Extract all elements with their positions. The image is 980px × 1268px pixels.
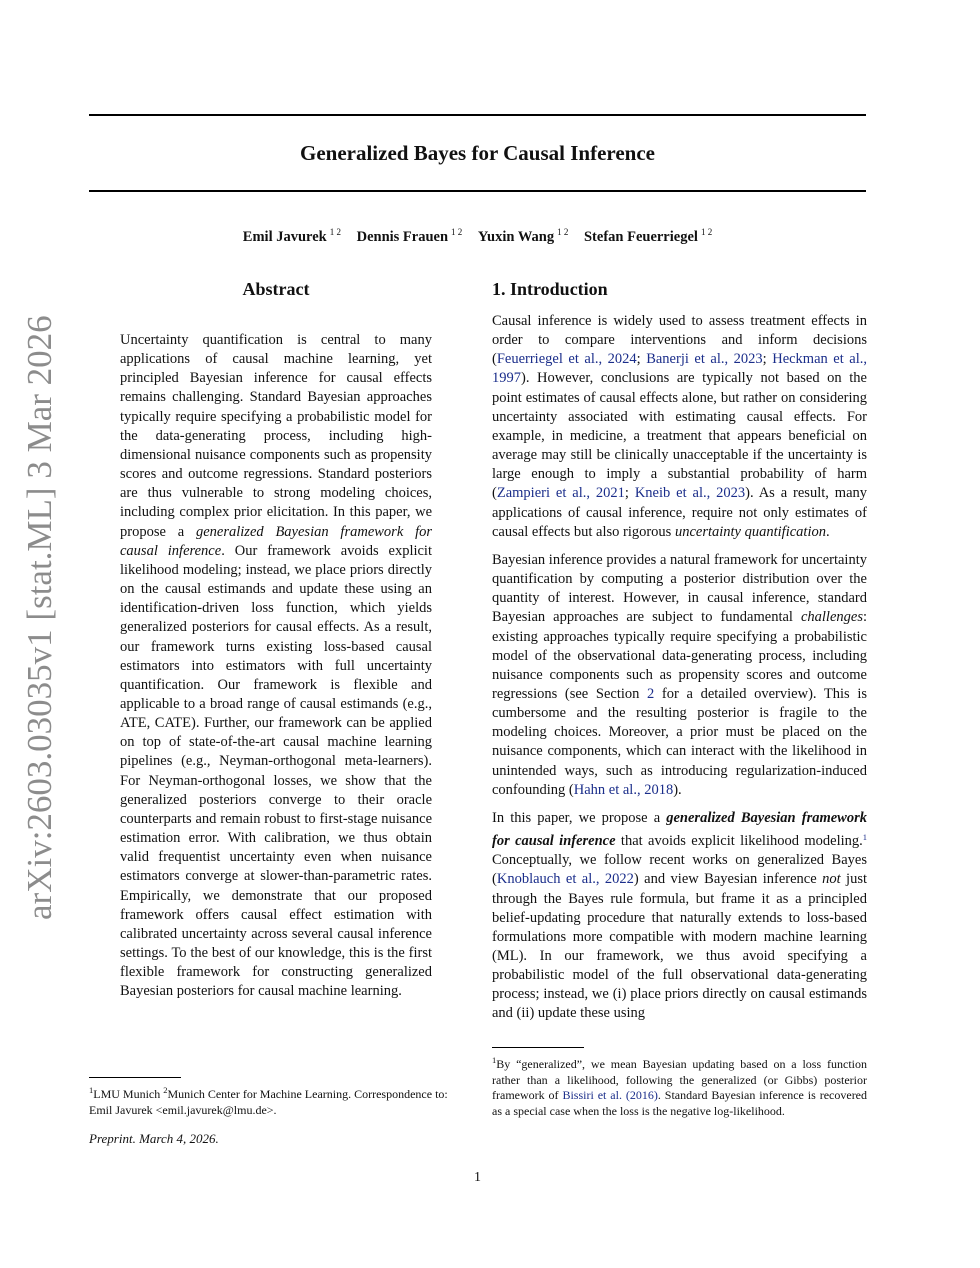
- footnote-rule-right: [492, 1047, 584, 1048]
- citation-link[interactable]: Hahn et al., 2018: [573, 781, 674, 798]
- author: Dennis Frauen $^{1 2}$: [356, 227, 463, 245]
- footnote-1: $^1$By “generalized”, we mean Bayesian updating based on a loss function rather than a likelihood, following the generalized (or Gibbs) posterior framework of Bissiri et al. (2016). Standard Bayesian inference is recovered as a special case when the loss is the negative log-likelihood.: [492, 1055, 868, 1118]
- title-bottom-rule: [89, 190, 866, 192]
- citation-link[interactable]: Feuerriegel et al., 2024: [496, 351, 637, 368]
- intro-paragraph-2: Bayesian inference provides a natural framework for uncertainty quantification by computing a posterior distribution over the quantity of interest. However, in causal inference, standard Bayesian approaches are subject to fundamental challenges: existing approaches typically require specifying a probabilistic model of the observational data-generating process, including nuisance components such as propensity scores and outcome regressions (see Section 2 for a detailed overview). This is cumbersome and the resulting posterior is fragile to the modeling choices. Moreover, a prior must be placed on the nuisance components, which can interact with the likelihood in unintended ways, such as introducing regularization-induced confounding (Hahn et al., 2018).: [492, 551, 868, 798]
- citation-link[interactable]: Bissiri et al. (2016): [562, 1088, 658, 1102]
- section-reference-link[interactable]: 2: [647, 685, 655, 702]
- citation-link[interactable]: Heckman et al., 1997: [492, 351, 868, 387]
- title-top-rule: [89, 114, 866, 116]
- footnote-rule-left: [89, 1077, 181, 1078]
- abstract-body: Uncertainty quantification is central to many applications of causal machine learning, yet principled Bayesian inference for causal effects remains challenging. Standard Bayesian approaches typically require specifying a probabilistic model for the data-generating process, including high-dimensional nuisance components such as propensity scores and outcome regressions. Standard posteriors are thus vulnerable to strong modeling choices, including complex prior elicitation. In this paper, we propose a generalized Bayesian framework for causal inference. Our framework avoids explicit likelihood modeling; instead, we place priors directly on the causal estimands and update these using an identification-driven loss function, which yields generalized posteriors for causal effects. As a result, our framework turns existing loss-based causal estimators into estimators with full uncertainty quantification. Our framework is flexible and applicable to a broad range of causal estimands (e.g., ATE, CATE). Further, our framework can be applied on top of state-of-the-art causal machine learning pipelines (e.g., Neyman-orthogonal meta-learners). For Neyman-orthogonal losses, we show that the generalized posteriors converge to their oracle counterparts and remain robust to first-stage nuisance estimation error. With calibration, we thus obtain valid frequentist uncertainty even when nuisance estimators converge at slower-than-parametric rates. Empirically, we demonstrate that our proposed framework offers causal effect estimation with calibrated uncertainty across several causal inference settings. To the best of our knowledge, this is the first flexible framework for constructing generalized Bayesian posteriors for causal machine learning.: [120, 332, 432, 1000]
- preprint-note: Preprint. March 4, 2026.: [89, 1131, 219, 1146]
- intro-paragraph-1: Causal inference is widely used to assess treatment effects in order to compare interventions and inform decisions (Feuerriegel et al., 2024; Banerji et al., 2023; Heckman et al., 1997). However, conclusions are typically not based on the point estimates of causal effects alone, but rather on considering uncertainty associated with estimating causal effects. For example, in medicine, a treatment that appears beneficial on average may still be clinically unacceptable if the uncertainty is large enough to imply a substantial probability of harm (Zampieri et al., 2021; Kneib et al., 2023). As a result, many applications of causal inference, require not only estimates of causal effects but also rigorous uncertainty quantification.: [492, 313, 868, 540]
- arxiv-identifier-stamp: arXiv:2603.03035v1 [stat.ML] 3 Mar 2026: [20, 315, 59, 920]
- affiliation-footnote: $^1$LMU Munich $^2$Munich Center for Machine Learning. Correspondence to: Emil Javurek <emil.javurek@lmu.de>.: [89, 1085, 448, 1117]
- citation-link[interactable]: Kneib et al., 2023: [634, 485, 746, 502]
- footnote-marker-link[interactable]: 1: [862, 832, 867, 843]
- intro-paragraph-3: In this paper, we propose a generalized Bayesian framework for causal inference that avoids explicit likelihood modeling.$^1$ Conceptually, we follow recent works on generalized Bayes (Knoblauch et al., 2022) and view Bayesian inference not just through the Bayes rule formula, but frame it as a principled belief-updating procedure that naturally extends to loss-based formulations more compatible with modern machine learning (ML). In our framework, we thus avoid specifying a probabilistic model of the full observational data-generating process; instead, we (i) place priors directly on causal estimands and (ii) update these using: [492, 809, 867, 1022]
- citation-link[interactable]: Banerji et al., 2023: [646, 351, 763, 368]
- author: Emil Javurek $^{1 2}$: [242, 227, 341, 245]
- abstract-heading: Abstract: [242, 279, 310, 299]
- paper-title: Generalized Bayes for Causal Inference: [299, 141, 655, 165]
- citation-link[interactable]: Zampieri et al., 2021: [496, 485, 625, 502]
- author: Yuxin Wang $^{1 2}$: [477, 227, 569, 245]
- author: Stefan Feuerriegel $^{1 2}$: [583, 227, 713, 245]
- introduction-heading: 1. Introduction: [492, 279, 608, 299]
- citation-link[interactable]: Knoblauch et al., 2022: [496, 871, 634, 888]
- author-list: [89, 227, 866, 246]
- page-number: 1: [474, 1170, 481, 1185]
- introduction-body: [492, 312, 867, 1033]
